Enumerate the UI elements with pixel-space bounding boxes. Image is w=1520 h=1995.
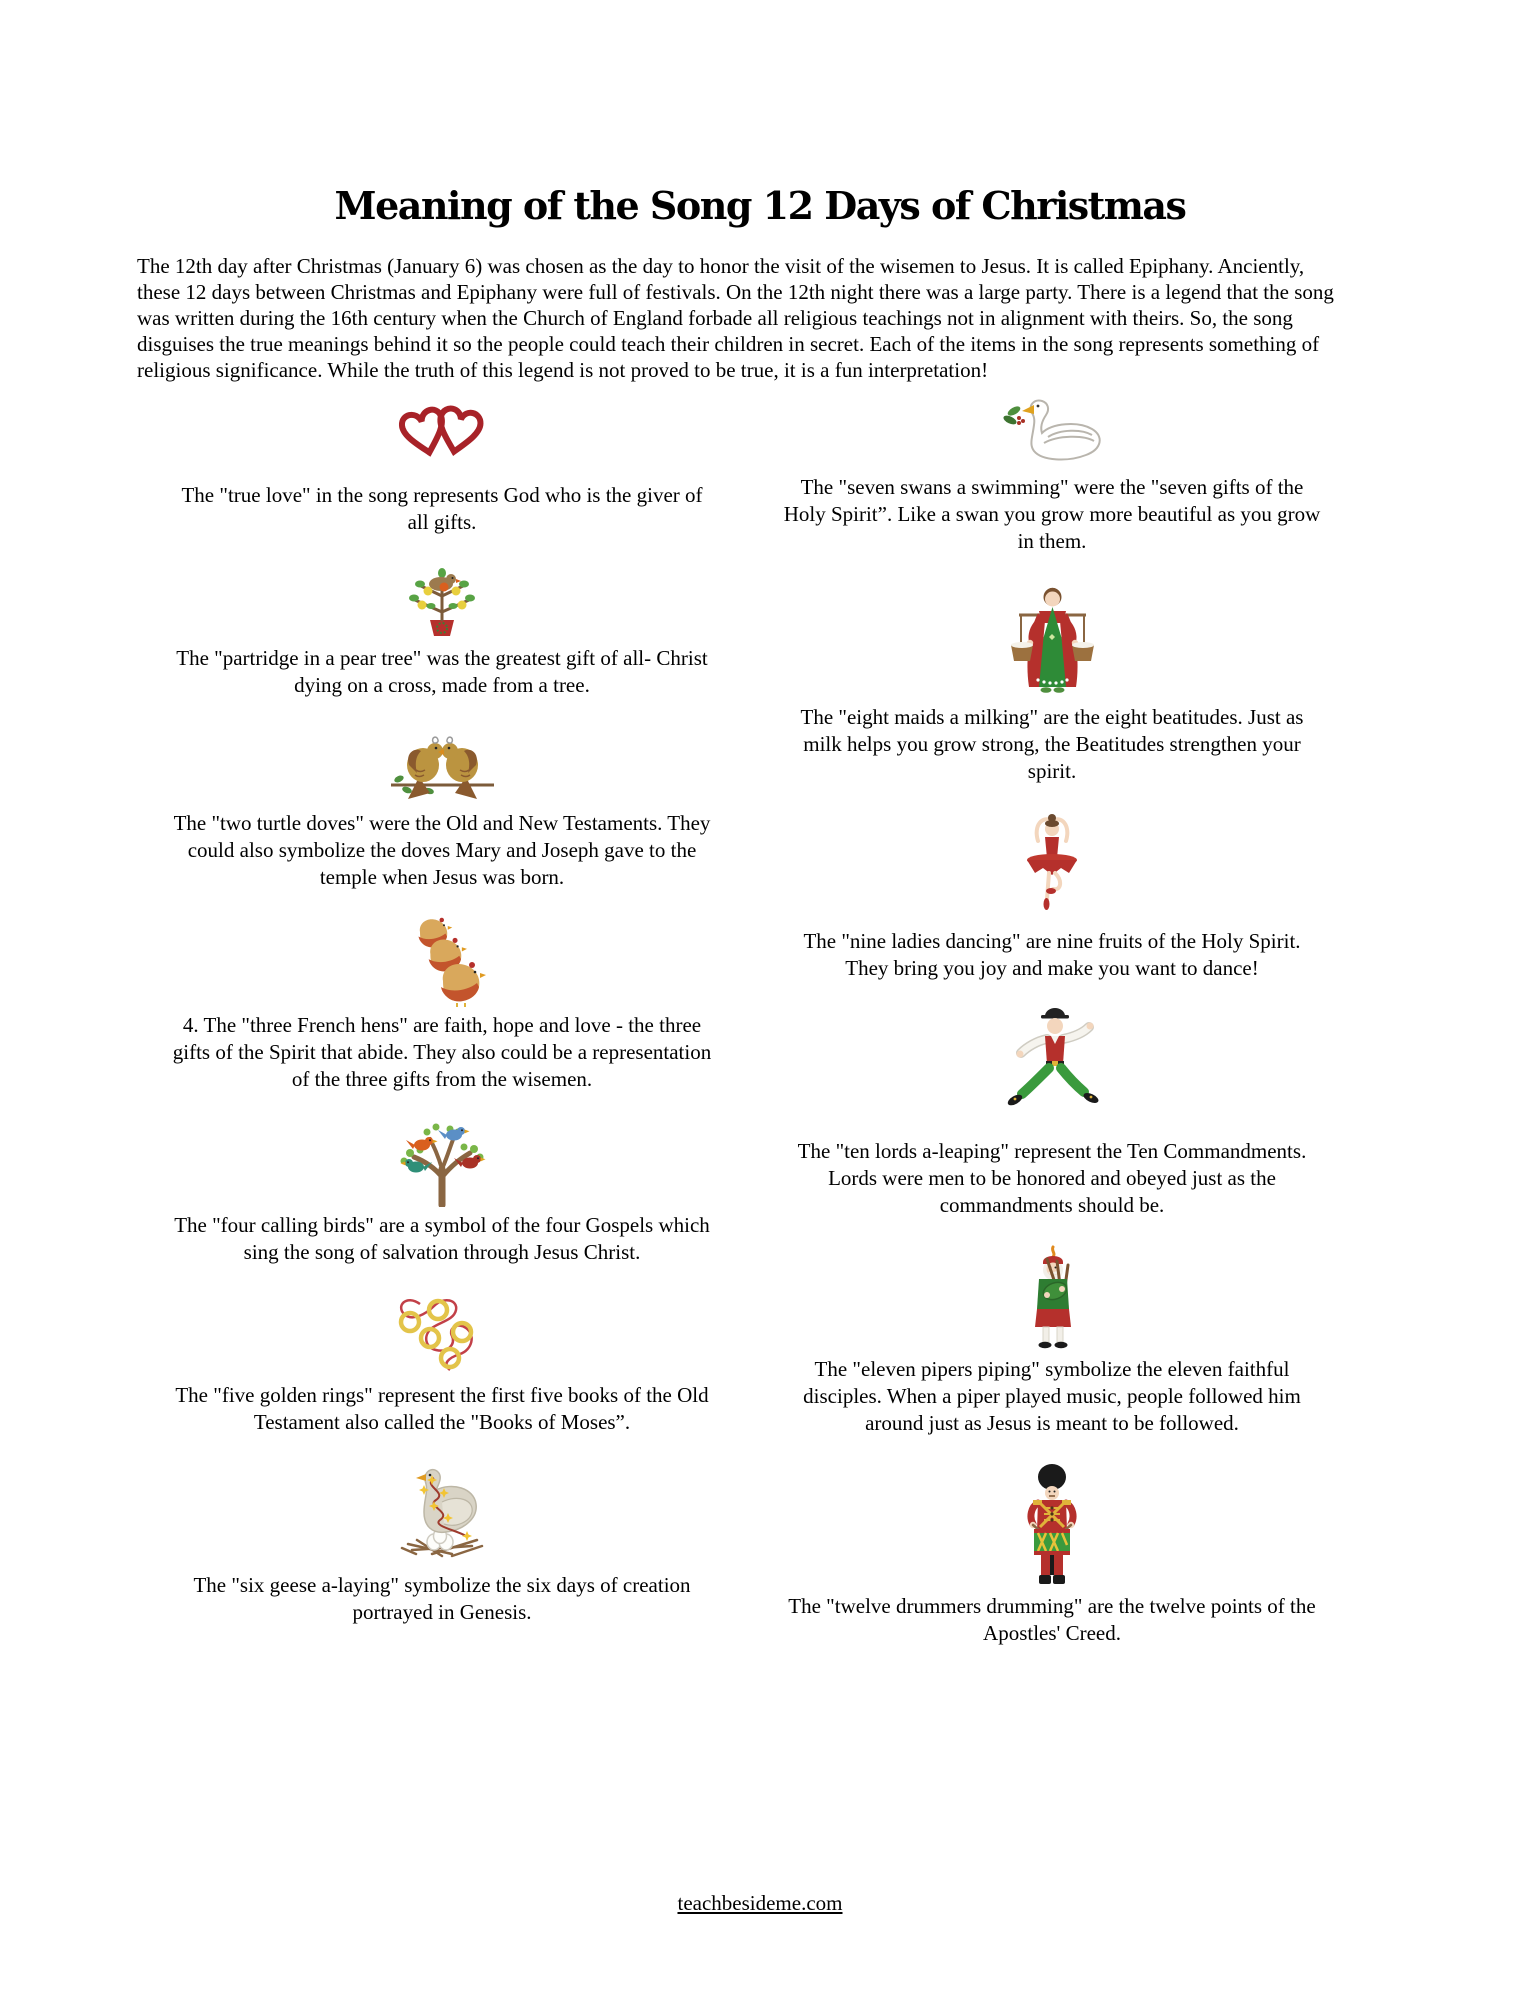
item-geese — [137, 1462, 747, 1626]
partridge-pear-tree-icon — [137, 562, 747, 640]
five-golden-rings-icon — [137, 1292, 747, 1377]
item-text: The "six geese a-laying" symbolize the six days of creation portrayed in Genesis. — [193, 1572, 691, 1624]
item-lords-leaping — [747, 1008, 1357, 1219]
footer-link[interactable]: teachbesideme.com — [677, 1891, 843, 1916]
item-french-hens — [137, 917, 747, 1093]
item-calling-birds — [137, 1119, 747, 1266]
item-ladies-dancing — [747, 811, 1357, 982]
item-turtle-doves — [137, 725, 747, 891]
twelve-drummers-icon — [747, 1463, 1357, 1588]
item-text: The "five golden rings" represent the first five books of the Old Testament also called the "Books of Moses”. — [175, 1382, 709, 1434]
right-column — [747, 397, 1357, 1673]
item-text: The "nine ladies dancing" are nine fruits of the Holy Spirit. They bring you joy and make you want to dance! — [803, 928, 1301, 980]
footer — [0, 1891, 1520, 1916]
nine-ladies-icon — [747, 811, 1357, 923]
item-text: The "partridge in a pear tree" was the greatest gift of all- Christ dying on a cross, made from a tree. — [176, 645, 708, 697]
six-geese-icon — [137, 1462, 747, 1567]
left-column — [137, 397, 747, 1673]
page-title: Meaning of the Song 12 Days of Christmas — [334, 183, 1186, 229]
item-text: The "four calling birds" are a symbol of the four Gospels which sing the song of salvation through Jesus Christ. — [174, 1212, 710, 1264]
item-true-love — [137, 397, 747, 536]
item-text: The "seven swans a swimming" were the "seven gifts of the Holy Spirit”. Like a swan you grow more beautiful as you grow in them. — [783, 474, 1321, 553]
eleven-pipers-icon — [747, 1245, 1357, 1351]
item-golden-rings — [137, 1292, 747, 1436]
intro-paragraph: The 12th day after Christmas (January 6) was chosen as the day to honor the visit of the wisemen to Jesus. It is called Epiphany. Anciently, these 12 days between Christmas and Epiphany were full of festivals. On the 12th night there was a large party. There is a legend that the song was written during the 16th century when the Church of England forbade all religious teachings not in alignment with theirs. So, the song disguises the true meanings behind it so the people could teach their children in secret. Each of the items in the song represents something of religious significance. While the truth of this legend is not proved to be true, it is a fun interpretation! — [137, 253, 1334, 382]
item-drummers — [747, 1463, 1357, 1647]
three-french-hens-icon — [137, 917, 747, 1007]
item-text: The "eight maids a milking" are the eight beatitudes. Just as milk helps you grow strong, the Beatitudes strengthen your spirit. — [800, 704, 1304, 783]
ten-lords-icon — [747, 1008, 1357, 1133]
item-text: The "true love" in the song represents God who is the giver of all gifts. — [181, 482, 703, 534]
item-pipers — [747, 1245, 1357, 1437]
turtle-doves-icon — [137, 725, 747, 805]
item-maids — [747, 581, 1357, 785]
eight-maids-icon — [747, 581, 1357, 699]
item-partridge — [137, 562, 747, 699]
items-columns — [137, 397, 1357, 1673]
item-swans — [747, 397, 1357, 555]
two-hearts-icon — [137, 397, 747, 477]
item-text: 4. The "three French hens" are faith, hope and love - the three gifts of the Spirit that abide. They also could be a representation of the three gifts from the wisemen. — [172, 1012, 712, 1091]
item-text: The "eleven pipers piping" symbolize the eleven faithful disciples. When a piper played music, people followed him around just as Jesus is meant to be followed. — [803, 1356, 1301, 1435]
item-text: The "two turtle doves" were the Old and New Testaments. They could also symbolize the doves Mary and Joseph gave to the temple when Jesus was born. — [173, 810, 711, 889]
four-calling-birds-icon — [137, 1119, 747, 1207]
item-text: The "twelve drummers drumming" are the twelve points of the Apostles' Creed. — [788, 1593, 1316, 1645]
item-text: The "ten lords a-leaping" represent the Ten Commandments. Lords were men to be honored and obeyed just as the commandments should be. — [797, 1138, 1307, 1217]
seven-swans-icon — [747, 397, 1357, 469]
